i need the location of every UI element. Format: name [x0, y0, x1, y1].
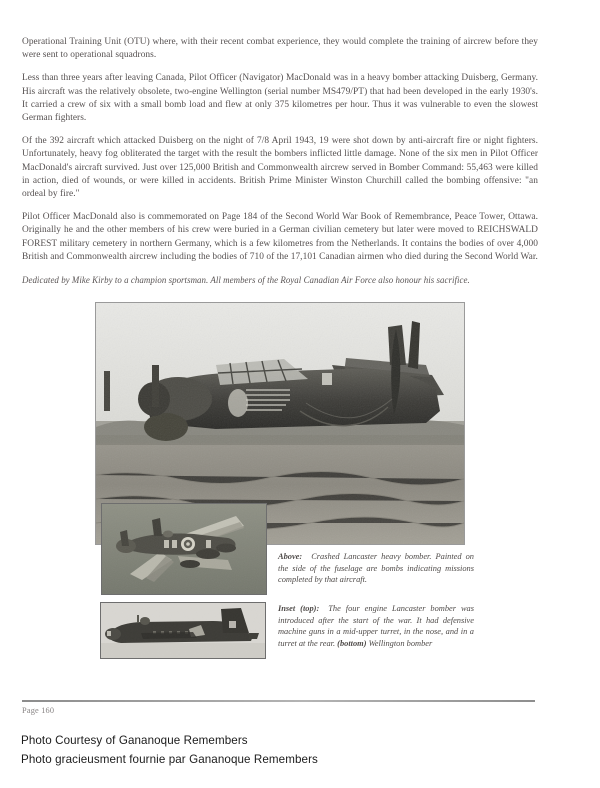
footer-divider	[22, 700, 535, 702]
caption-inset-text: The four engine Lancaster bomber was introduced after the start of the war. It had defensive machine guns in a mid-upper turret, in the nose, and in a turret at the rear.	[278, 604, 474, 648]
wellington-bomber-image	[101, 603, 265, 658]
caption-inset-bottom-text: Wellington bomber	[368, 638, 433, 648]
paragraph-3: Of the 392 aircraft which attacked Duisberg on the night of 7/8 April 1943, 19 were shot down by anti-aircraft fire or night fighters. Unfortunately, heavy fog obliterated the target with the result the bombers inflicted little damage. None of the six men in Pilot Officer MacDonald's aircraft survived. Just over 125,000 British and Commonwealth aircrew served in Bomber Command: 55,463 were killed in action, died of wounds, or were killed in accidents. British Prime Minister Winston Churchill called the bombing offensive: "an ordeal by fire."	[22, 136, 538, 200]
caption-inset	[278, 603, 474, 649]
lancaster-in-flight-image	[102, 504, 266, 594]
dedication-line: Dedicated by Mike Kirby to a champion sportsman. All members of the Royal Canadian Air Force also honour his sacrifice.	[22, 275, 470, 286]
paragraph-2: Less than three years after leaving Canada, Pilot Officer (Navigator) MacDonald was in a heavy bomber attacking Duisberg, Germany. His aircraft was the relatively obsolete, two-engine Wellington (serial number MS479/PT) that had been developed in the early 1930's. It carried a crew of six with a small bomb load and flew at only 375 kilometres per hour. Thus it was vulnerable to even the slowest German fighters.	[22, 73, 538, 124]
document-body	[22, 36, 538, 296]
photo-credit-block	[21, 731, 318, 769]
paragraph-4: Pilot Officer MacDonald also is commemorated on Page 184 of the Second World War Book of Remembrance, Peace Tower, Ottawa. Originally he and the other members of his crew were buried in a German civilian cemetery but later were moved to REICHSWALD FOREST military cemetery in northern Germany, which is a few kilometres from the Netherlands. It contains the bodies of over 4,000 British and Commonwealth aircrew including the bodies of 710 of the 17,101 Canadian airmen who died during the Second World War.	[22, 212, 538, 262]
caption-inset-bottom-lead: (bottom)	[337, 638, 367, 648]
caption-above	[278, 551, 474, 586]
photo-credit-french: Photo gracieusment fournie par Gananoque Remembers	[21, 753, 318, 766]
paragraph-1: Operational Training Unit (OTU) where, with their recent combat experience, they would complete the training of aircrew before they were sent to operational squadrons.	[22, 37, 538, 61]
caption-above-lead: Above:	[278, 552, 303, 561]
inset-photo-lancaster-in-flight	[101, 503, 267, 595]
inset-photo-wellington-bomber	[100, 602, 266, 659]
photo-credit-english: Photo Courtesy of Gananoque Remembers	[21, 734, 248, 747]
caption-inset-lead: Inset (top):	[278, 604, 320, 613]
caption-above-text: Crashed Lancaster heavy bomber. Painted on the side of the fuselage are bombs indicating missions completed by that aircraft.	[278, 552, 474, 585]
page-number: Page 160	[22, 706, 55, 715]
